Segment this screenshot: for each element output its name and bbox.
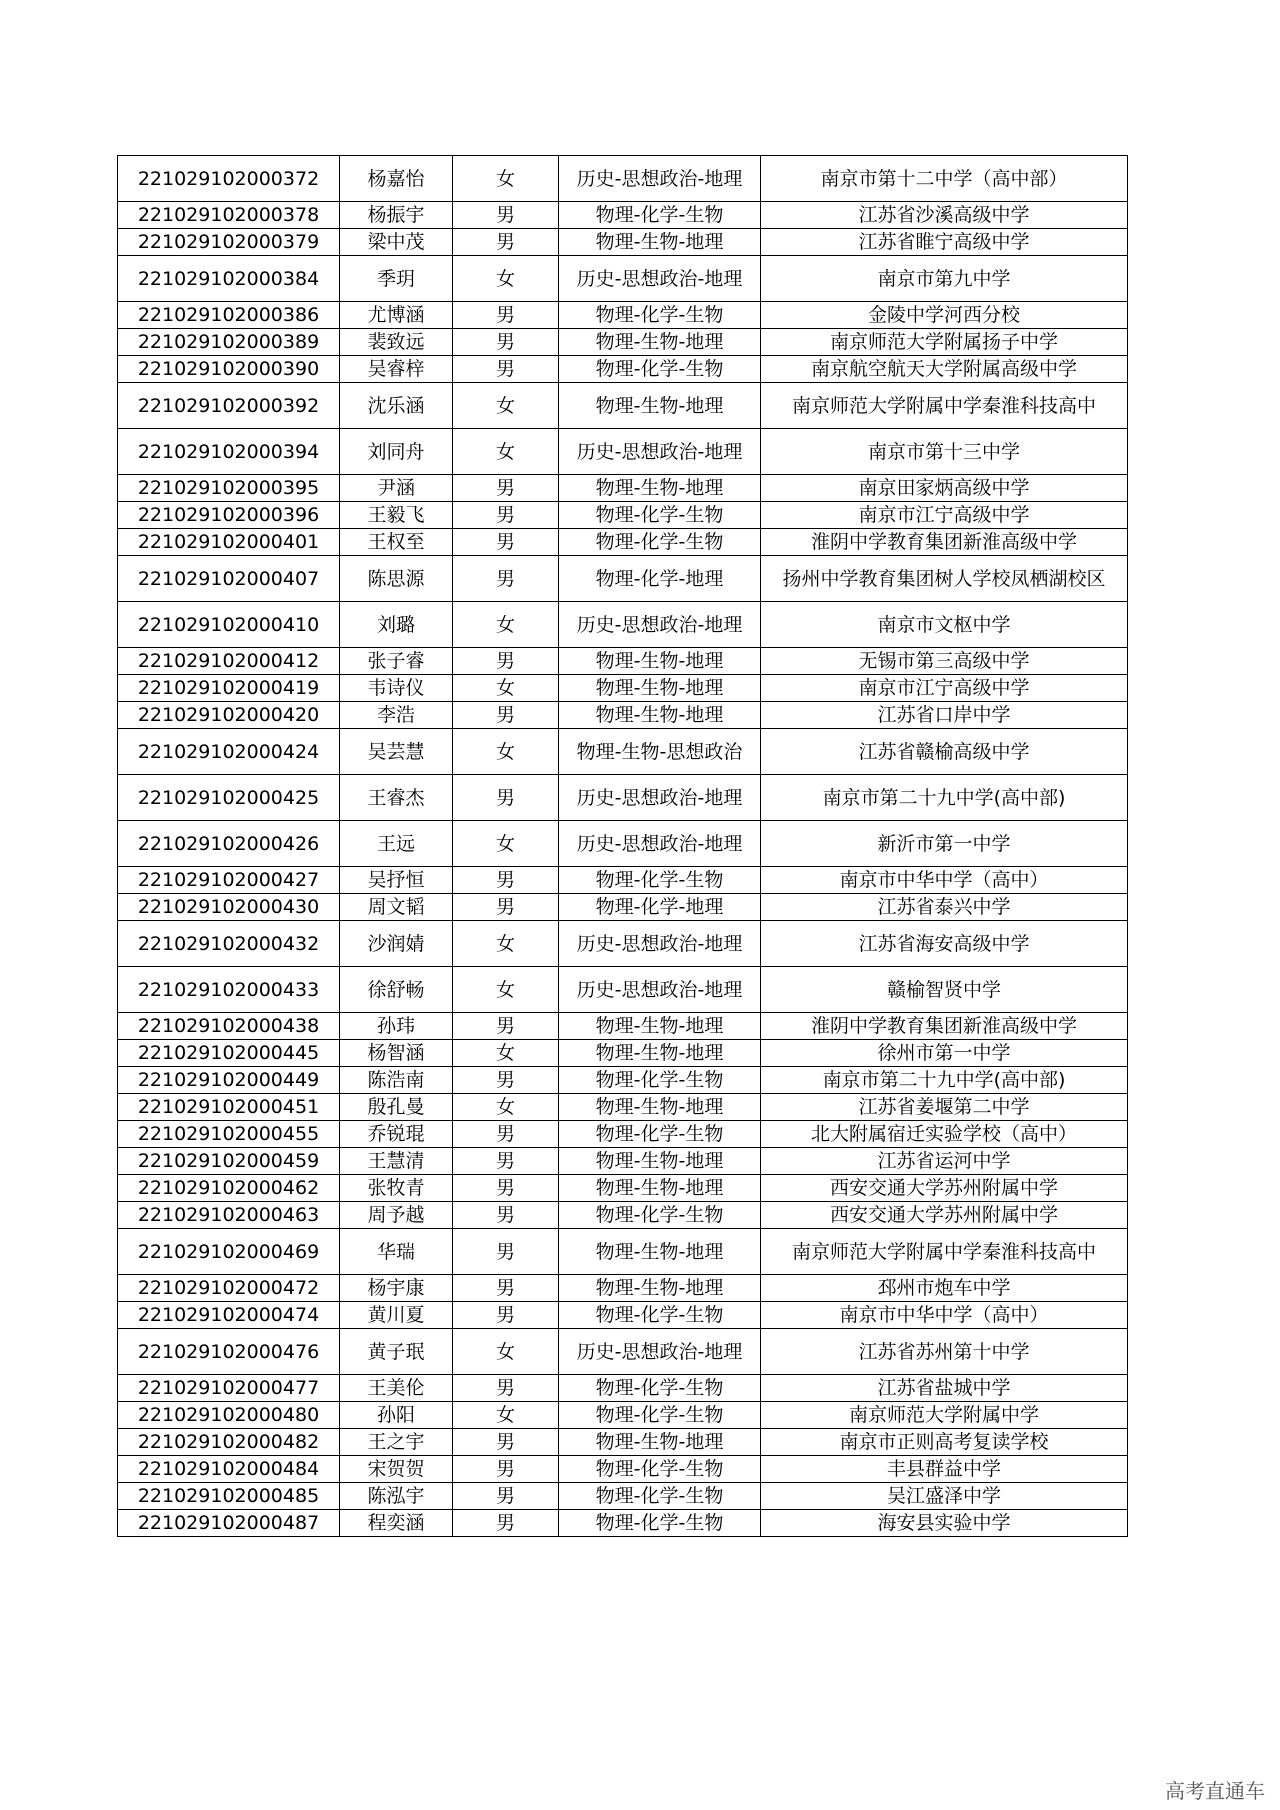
school-cell: 江苏省睢宁高级中学 [761,229,1128,256]
table-row [118,867,1128,894]
subject-combination-cell: 物理-生物-地理 [559,329,761,356]
table-row [118,429,1128,475]
subject-combination-cell: 物理-化学-生物 [559,867,761,894]
student-id-cell: 221029102000462 [118,1175,340,1202]
table-row [118,1175,1128,1202]
school-cell: 南京师范大学附属中学秦淮科技高中 [761,1229,1128,1275]
table-row [118,356,1128,383]
student-id-cell: 221029102000420 [118,702,340,729]
subject-combination-cell: 物理-化学-生物 [559,529,761,556]
school-cell: 江苏省姜堰第二中学 [761,1094,1128,1121]
table-row [118,1148,1128,1175]
student-id-cell: 221029102000379 [118,229,340,256]
student-id-cell: 221029102000463 [118,1202,340,1229]
watermark-text: 高考直通车 [1165,1779,1265,1803]
student-name-cell: 杨智涵 [340,1040,453,1067]
table-row [118,894,1128,921]
gender-cell: 男 [453,1202,559,1229]
subject-combination-cell: 物理-生物-地理 [559,1429,761,1456]
table-row [118,1040,1128,1067]
gender-cell: 女 [453,602,559,648]
student-id-cell: 221029102000482 [118,1429,340,1456]
gender-cell: 男 [453,329,559,356]
subject-combination-cell: 物理-生物-地理 [559,229,761,256]
subject-combination-cell: 物理-化学-生物 [559,1456,761,1483]
student-name-cell: 周文韬 [340,894,453,921]
subject-combination-cell: 物理-生物-地理 [559,1040,761,1067]
subject-combination-cell: 物理-生物-地理 [559,702,761,729]
table-row [118,1067,1128,1094]
table-row [118,529,1128,556]
subject-combination-cell: 历史-思想政治-地理 [559,821,761,867]
student-id-cell: 221029102000485 [118,1483,340,1510]
school-cell: 南京市江宁高级中学 [761,502,1128,529]
table-row [118,775,1128,821]
student-name-cell: 杨振宇 [340,202,453,229]
table-row [118,921,1128,967]
gender-cell: 女 [453,256,559,302]
gender-cell: 女 [453,1040,559,1067]
subject-combination-cell: 物理-化学-生物 [559,356,761,383]
student-name-cell: 李浩 [340,702,453,729]
school-cell: 南京市第九中学 [761,256,1128,302]
subject-combination-cell: 历史-思想政治-地理 [559,1329,761,1375]
student-id-cell: 221029102000487 [118,1510,340,1537]
student-name-cell: 程奕涵 [340,1510,453,1537]
subject-combination-cell: 物理-化学-生物 [559,1375,761,1402]
gender-cell: 女 [453,729,559,775]
student-id-cell: 221029102000412 [118,648,340,675]
student-id-cell: 221029102000438 [118,1013,340,1040]
school-cell: 南京市中华中学（高中） [761,867,1128,894]
school-cell: 南京市第二十九中学(高中部) [761,775,1128,821]
school-cell: 南京师范大学附属中学秦淮科技高中 [761,383,1128,429]
student-name-cell: 张子睿 [340,648,453,675]
gender-cell: 女 [453,156,559,202]
school-cell: 南京田家炳高级中学 [761,475,1128,502]
gender-cell: 男 [453,1229,559,1275]
student-id-cell: 221029102000395 [118,475,340,502]
student-name-cell: 韦诗仪 [340,675,453,702]
gender-cell: 女 [453,383,559,429]
student-id-cell: 221029102000392 [118,383,340,429]
table-row [118,702,1128,729]
student-id-cell: 221029102000455 [118,1121,340,1148]
student-id-cell: 221029102000396 [118,502,340,529]
table-row [118,1483,1128,1510]
student-name-cell: 王美伦 [340,1375,453,1402]
subject-combination-cell: 物理-化学-生物 [559,1302,761,1329]
student-id-cell: 221029102000484 [118,1456,340,1483]
table-row [118,675,1128,702]
student-id-cell: 221029102000394 [118,429,340,475]
student-name-cell: 吴抒恒 [340,867,453,894]
student-id-cell: 221029102000469 [118,1229,340,1275]
subject-combination-cell: 历史-思想政治-地理 [559,775,761,821]
student-name-cell: 沈乐涵 [340,383,453,429]
student-id-cell: 221029102000477 [118,1375,340,1402]
gender-cell: 女 [453,1094,559,1121]
student-id-cell: 221029102000407 [118,556,340,602]
student-id-cell: 221029102000384 [118,256,340,302]
student-id-cell: 221029102000451 [118,1094,340,1121]
student-name-cell: 周予越 [340,1202,453,1229]
gender-cell: 男 [453,1483,559,1510]
student-name-cell: 宋贺贺 [340,1456,453,1483]
school-cell: 金陵中学河西分校 [761,302,1128,329]
table-row [118,229,1128,256]
table-row [118,202,1128,229]
gender-cell: 男 [453,1148,559,1175]
student-name-cell: 尤博涵 [340,302,453,329]
gender-cell: 男 [453,502,559,529]
subject-combination-cell: 物理-生物-地理 [559,1094,761,1121]
gender-cell: 男 [453,775,559,821]
table-row [118,1094,1128,1121]
school-cell: 南京市江宁高级中学 [761,675,1128,702]
school-cell: 南京市第二十九中学(高中部) [761,1067,1128,1094]
table-row [118,556,1128,602]
student-name-cell: 华瑞 [340,1229,453,1275]
gender-cell: 女 [453,429,559,475]
school-cell: 丰县群益中学 [761,1456,1128,1483]
student-name-cell: 尹涵 [340,475,453,502]
gender-cell: 女 [453,1402,559,1429]
student-name-cell: 王睿杰 [340,775,453,821]
gender-cell: 女 [453,921,559,967]
gender-cell: 女 [453,821,559,867]
student-name-cell: 王之宇 [340,1429,453,1456]
student-id-cell: 221029102000480 [118,1402,340,1429]
student-id-cell: 221029102000445 [118,1040,340,1067]
admission-roster-table [117,155,1128,1537]
student-id-cell: 221029102000432 [118,921,340,967]
gender-cell: 男 [453,229,559,256]
student-id-cell: 221029102000401 [118,529,340,556]
school-cell: 北大附属宿迁实验学校（高中） [761,1121,1128,1148]
student-name-cell: 乔锐琨 [340,1121,453,1148]
table-row [118,729,1128,775]
subject-combination-cell: 物理-化学-生物 [559,1202,761,1229]
table-row [118,1202,1128,1229]
school-cell: 西安交通大学苏州附属中学 [761,1202,1128,1229]
subject-combination-cell: 物理-化学-生物 [559,1402,761,1429]
school-cell: 江苏省海安高级中学 [761,921,1128,967]
gender-cell: 女 [453,675,559,702]
subject-combination-cell: 物理-化学-生物 [559,1121,761,1148]
school-cell: 江苏省赣榆高级中学 [761,729,1128,775]
student-name-cell: 吴芸慧 [340,729,453,775]
school-cell: 赣榆智贤中学 [761,967,1128,1013]
table-row [118,256,1128,302]
subject-combination-cell: 物理-化学-地理 [559,894,761,921]
student-id-cell: 221029102000433 [118,967,340,1013]
gender-cell: 男 [453,1375,559,1402]
school-cell: 新沂市第一中学 [761,821,1128,867]
student-id-cell: 221029102000427 [118,867,340,894]
gender-cell: 男 [453,648,559,675]
school-cell: 无锡市第三高级中学 [761,648,1128,675]
gender-cell: 男 [453,1121,559,1148]
table-row [118,302,1128,329]
student-name-cell: 张牧青 [340,1175,453,1202]
student-id-cell: 221029102000389 [118,329,340,356]
student-name-cell: 裴致远 [340,329,453,356]
gender-cell: 女 [453,1329,559,1375]
student-id-cell: 221029102000425 [118,775,340,821]
table-row [118,821,1128,867]
school-cell: 海安县实验中学 [761,1510,1128,1537]
student-id-cell: 221029102000426 [118,821,340,867]
student-name-cell: 吴睿梓 [340,356,453,383]
subject-combination-cell: 物理-生物-地理 [559,1013,761,1040]
table-row [118,1375,1128,1402]
school-cell: 南京航空航天大学附属高级中学 [761,356,1128,383]
student-id-cell: 221029102000372 [118,156,340,202]
table-row [118,1456,1128,1483]
student-id-cell: 221029102000449 [118,1067,340,1094]
table-row [118,475,1128,502]
school-cell: 西安交通大学苏州附属中学 [761,1175,1128,1202]
gender-cell: 男 [453,1456,559,1483]
gender-cell: 男 [453,1429,559,1456]
table-row [118,1013,1128,1040]
student-name-cell: 王权至 [340,529,453,556]
school-cell: 邳州市炮车中学 [761,1275,1128,1302]
table-row [118,967,1128,1013]
student-name-cell: 陈浩南 [340,1067,453,1094]
school-cell: 淮阴中学教育集团新淮高级中学 [761,529,1128,556]
subject-combination-cell: 物理-生物-地理 [559,1175,761,1202]
subject-combination-cell: 历史-思想政治-地理 [559,967,761,1013]
table-row [118,156,1128,202]
subject-combination-cell: 物理-化学-生物 [559,1067,761,1094]
student-name-cell: 陈思源 [340,556,453,602]
gender-cell: 男 [453,302,559,329]
gender-cell: 男 [453,529,559,556]
table-row [118,502,1128,529]
student-id-cell: 221029102000474 [118,1302,340,1329]
subject-combination-cell: 历史-思想政治-地理 [559,156,761,202]
student-name-cell: 杨宇康 [340,1275,453,1302]
student-id-cell: 221029102000424 [118,729,340,775]
school-cell: 南京师范大学附属扬子中学 [761,329,1128,356]
school-cell: 江苏省盐城中学 [761,1375,1128,1402]
gender-cell: 男 [453,894,559,921]
student-id-cell: 221029102000459 [118,1148,340,1175]
subject-combination-cell: 物理-化学-生物 [559,1483,761,1510]
table-row [118,383,1128,429]
gender-cell: 男 [453,556,559,602]
gender-cell: 男 [453,475,559,502]
student-name-cell: 梁中茂 [340,229,453,256]
student-id-cell: 221029102000378 [118,202,340,229]
subject-combination-cell: 历史-思想政治-地理 [559,602,761,648]
student-name-cell: 杨嘉怡 [340,156,453,202]
school-cell: 扬州中学教育集团树人学校凤栖湖校区 [761,556,1128,602]
student-name-cell: 王毅飞 [340,502,453,529]
subject-combination-cell: 物理-化学-生物 [559,302,761,329]
subject-combination-cell: 物理-生物-地理 [559,383,761,429]
student-name-cell: 殷孔曼 [340,1094,453,1121]
school-cell: 徐州市第一中学 [761,1040,1128,1067]
student-id-cell: 221029102000390 [118,356,340,383]
subject-combination-cell: 物理-化学-生物 [559,502,761,529]
table-row [118,1229,1128,1275]
student-name-cell: 黄子珉 [340,1329,453,1375]
student-name-cell: 孙玮 [340,1013,453,1040]
gender-cell: 男 [453,867,559,894]
roster-body [118,156,1128,1537]
student-id-cell: 221029102000410 [118,602,340,648]
table-row [118,648,1128,675]
subject-combination-cell: 物理-生物-地理 [559,648,761,675]
school-cell: 江苏省沙溪高级中学 [761,202,1128,229]
student-name-cell: 王远 [340,821,453,867]
gender-cell: 男 [453,1013,559,1040]
school-cell: 淮阴中学教育集团新淮高级中学 [761,1013,1128,1040]
subject-combination-cell: 物理-生物-思想政治 [559,729,761,775]
subject-combination-cell: 物理-生物-地理 [559,475,761,502]
table-row [118,1329,1128,1375]
subject-combination-cell: 历史-思想政治-地理 [559,921,761,967]
gender-cell: 男 [453,702,559,729]
gender-cell: 女 [453,967,559,1013]
gender-cell: 男 [453,1275,559,1302]
subject-combination-cell: 物理-化学-生物 [559,202,761,229]
school-cell: 江苏省泰兴中学 [761,894,1128,921]
table-row [118,1275,1128,1302]
student-name-cell: 王慧清 [340,1148,453,1175]
student-name-cell: 季玥 [340,256,453,302]
table-row [118,1302,1128,1329]
subject-combination-cell: 物理-生物-地理 [559,1229,761,1275]
school-cell: 南京市第十三中学 [761,429,1128,475]
gender-cell: 男 [453,202,559,229]
school-cell: 南京市第十二中学（高中部） [761,156,1128,202]
school-cell: 江苏省运河中学 [761,1148,1128,1175]
table-row [118,1121,1128,1148]
table-row [118,1429,1128,1456]
school-cell: 南京市正则高考复读学校 [761,1429,1128,1456]
gender-cell: 男 [453,1302,559,1329]
student-name-cell: 陈泓宇 [340,1483,453,1510]
student-id-cell: 221029102000476 [118,1329,340,1375]
school-cell: 南京市文枢中学 [761,602,1128,648]
student-name-cell: 刘同舟 [340,429,453,475]
table-row [118,602,1128,648]
school-cell: 江苏省苏州第十中学 [761,1329,1128,1375]
student-name-cell: 刘璐 [340,602,453,648]
subject-combination-cell: 历史-思想政治-地理 [559,429,761,475]
subject-combination-cell: 物理-生物-地理 [559,1148,761,1175]
student-id-cell: 221029102000472 [118,1275,340,1302]
subject-combination-cell: 历史-思想政治-地理 [559,256,761,302]
student-name-cell: 沙润婧 [340,921,453,967]
student-id-cell: 221029102000430 [118,894,340,921]
student-id-cell: 221029102000386 [118,302,340,329]
subject-combination-cell: 物理-化学-地理 [559,556,761,602]
gender-cell: 男 [453,356,559,383]
table-row [118,329,1128,356]
gender-cell: 男 [453,1067,559,1094]
school-cell: 吴江盛泽中学 [761,1483,1128,1510]
gender-cell: 男 [453,1510,559,1537]
school-cell: 江苏省口岸中学 [761,702,1128,729]
gender-cell: 男 [453,1175,559,1202]
school-cell: 南京师范大学附属中学 [761,1402,1128,1429]
student-name-cell: 徐舒畅 [340,967,453,1013]
student-name-cell: 黄川夏 [340,1302,453,1329]
subject-combination-cell: 物理-生物-地理 [559,675,761,702]
subject-combination-cell: 物理-化学-生物 [559,1510,761,1537]
table-row [118,1510,1128,1537]
table-row [118,1402,1128,1429]
subject-combination-cell: 物理-生物-地理 [559,1275,761,1302]
student-id-cell: 221029102000419 [118,675,340,702]
student-name-cell: 孙阳 [340,1402,453,1429]
school-cell: 南京市中华中学（高中） [761,1302,1128,1329]
